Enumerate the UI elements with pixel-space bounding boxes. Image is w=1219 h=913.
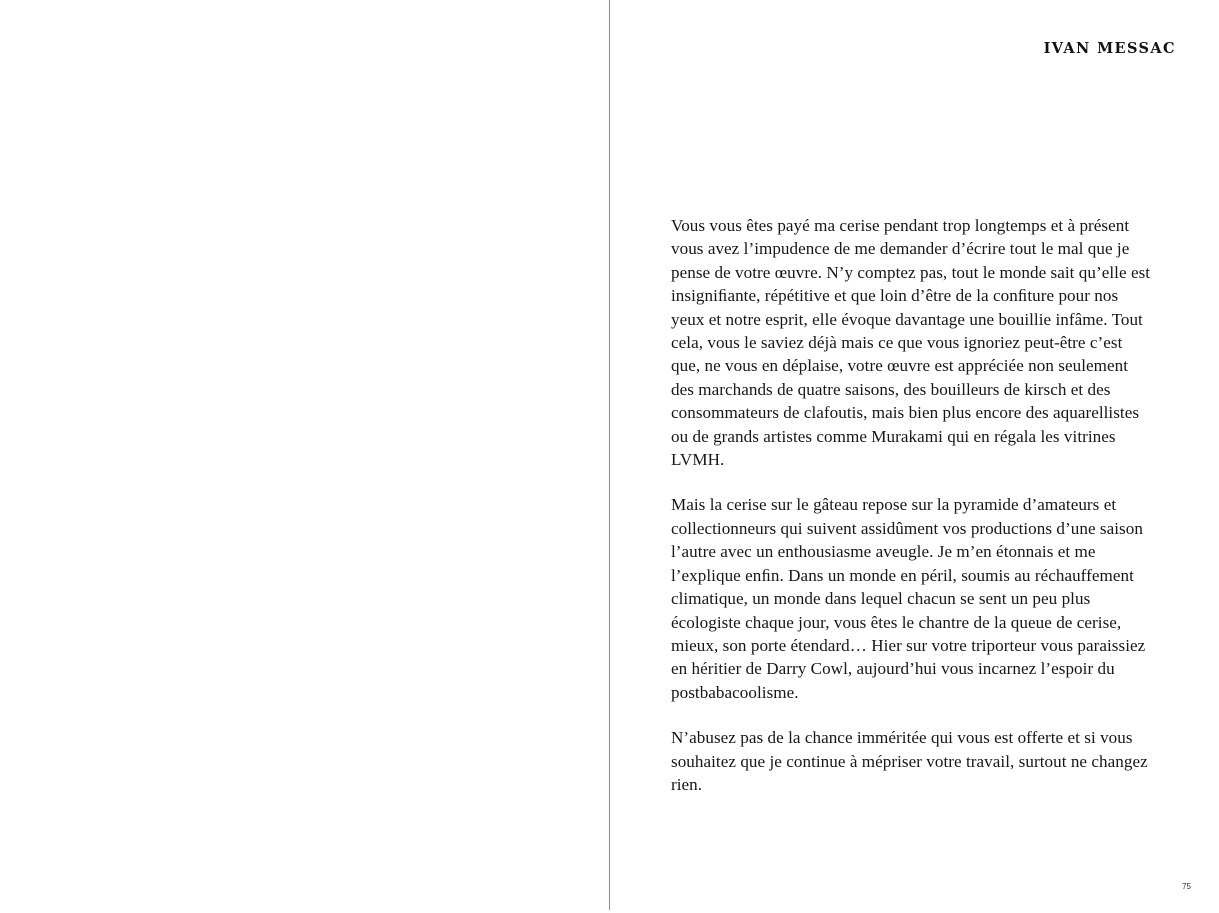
right-page — [610, 0, 1219, 913]
paragraph: N’abusez pas de la chance imméritée qui vous est offerte et si vous souhaitez que je continue à mépriser votre travail, surtout ne changez rien. — [671, 728, 1148, 794]
page-number: 75 — [1182, 882, 1191, 891]
left-page-blank — [0, 0, 609, 913]
body-text-column — [671, 214, 1153, 796]
running-head-title: IVAN MESSAC — [1043, 40, 1176, 57]
paragraph: Mais la cerise sur le gâteau repose sur la pyramide d’amateurs et collectionneurs qui suivent assidûment vos productions d’une saison l’autre avec un enthousiasme aveugle. Je m’en étonnais et me l’explique enﬁn. Dans un monde en péril, soumis au réchauffement climatique, un monde dans lequel chacun se sent un peu plus écologiste chaque jour, vous êtes le chantre de la queue de cerise, mieux, son porte étendard… Hier sur votre triporteur vous paraissiez en héritier de Darry Cowl, aujourd’hui vous incarnez l’espoir du postbabacoolisme. — [671, 495, 1146, 702]
paragraph: Vous vous êtes payé ma cerise pendant trop longtemps et à présent vous avez l’impudence de me demander d’écrire tout le mal que je pense de votre œuvre. N’y comptez pas, tout le monde sait qu’elle est insigniﬁante, répétitive et que loin d’être de la conﬁture pour nos yeux et notre esprit, elle évoque davantage une bouillie infâme. Tout cela, vous le saviez déjà mais ce que vous ignoriez peut-être c’est que, ne vous en déplaise, votre œuvre est appréciée non seulement des marchands de quatre saisons, des bouilleurs de kirsch et des consommateurs de clafoutis, mais bien plus encore des aquarellistes ou de grands artistes comme Murakami qui en régala les vitrines LVMH. — [671, 216, 1151, 470]
